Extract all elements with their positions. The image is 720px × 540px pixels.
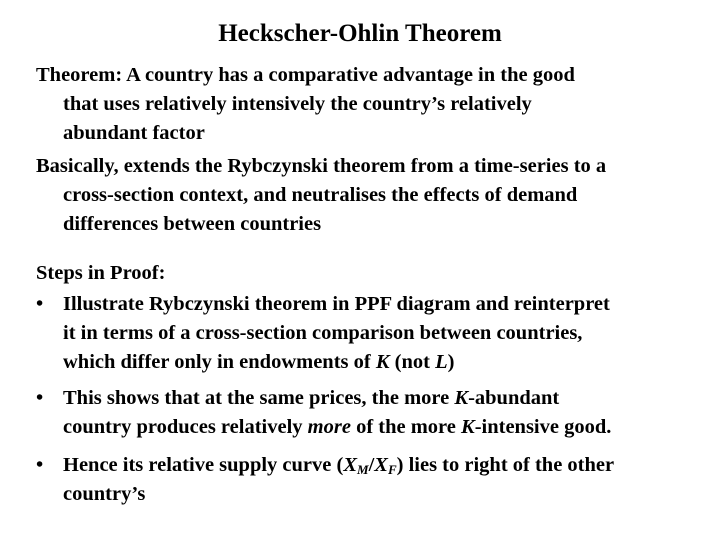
bullet-line (36, 384, 611, 413)
bullet-line (36, 413, 611, 442)
capital-k: K (461, 416, 475, 438)
page-title: Heckscher-Ohlin Theorem (218, 20, 502, 47)
text-run: (not (389, 351, 436, 373)
text-run: This shows that at the same prices, the more (63, 387, 455, 409)
text-run: ) (447, 351, 455, 373)
bullet-item (36, 451, 614, 509)
text-run: Hence its relative supply curve ( (63, 454, 344, 476)
theorem-statement (36, 61, 575, 148)
text-run: of the more (350, 416, 461, 438)
basically-line: differences between countries (63, 213, 322, 235)
basically-line: cross-section context, and neutralises the effects of demand (63, 184, 578, 206)
var-x: X (343, 454, 358, 476)
theorem-line: abundant factor (63, 122, 205, 144)
emphasis-more: more (307, 416, 351, 438)
bullet-icon: • (36, 293, 44, 315)
bullet-item (36, 384, 611, 442)
bullet-icon: • (36, 387, 44, 409)
bullet-line: Illustrate Rybczynski theorem in PPF diagram and reinterpret (63, 293, 610, 315)
theorem-line: Theorem: A country has a comparative advantage in the good (36, 64, 575, 86)
text-run: -intensive good. (474, 416, 612, 438)
subscript-m: M (357, 462, 369, 477)
subscript-f: F (387, 462, 397, 477)
text-run: ) lies to right of the other (396, 454, 615, 476)
bullet-line (36, 451, 614, 480)
text-run: country produces relatively (63, 416, 308, 438)
theorem-line: that uses relatively intensively the country’s relatively (63, 93, 532, 115)
text-run: -abundant (468, 387, 560, 409)
bullet-line: country’s (63, 483, 146, 505)
steps-heading: Steps in Proof: (36, 262, 166, 284)
capital-k: K (454, 387, 469, 409)
slash: / (368, 454, 375, 476)
var-x: X (374, 454, 388, 476)
capital-k: K (375, 351, 390, 373)
bullet-icon: • (36, 454, 44, 476)
labour-l: L (435, 351, 448, 373)
text-run: which differ only in endowments of (63, 351, 376, 373)
bullet-item (36, 290, 610, 377)
basically-paragraph (36, 152, 606, 239)
bullet-line: it in terms of a cross-section comparison between countries, (63, 322, 583, 344)
bullet-line (36, 348, 610, 377)
basically-line: Basically, extends the Rybczynski theorem from a time-series to a (36, 155, 607, 177)
